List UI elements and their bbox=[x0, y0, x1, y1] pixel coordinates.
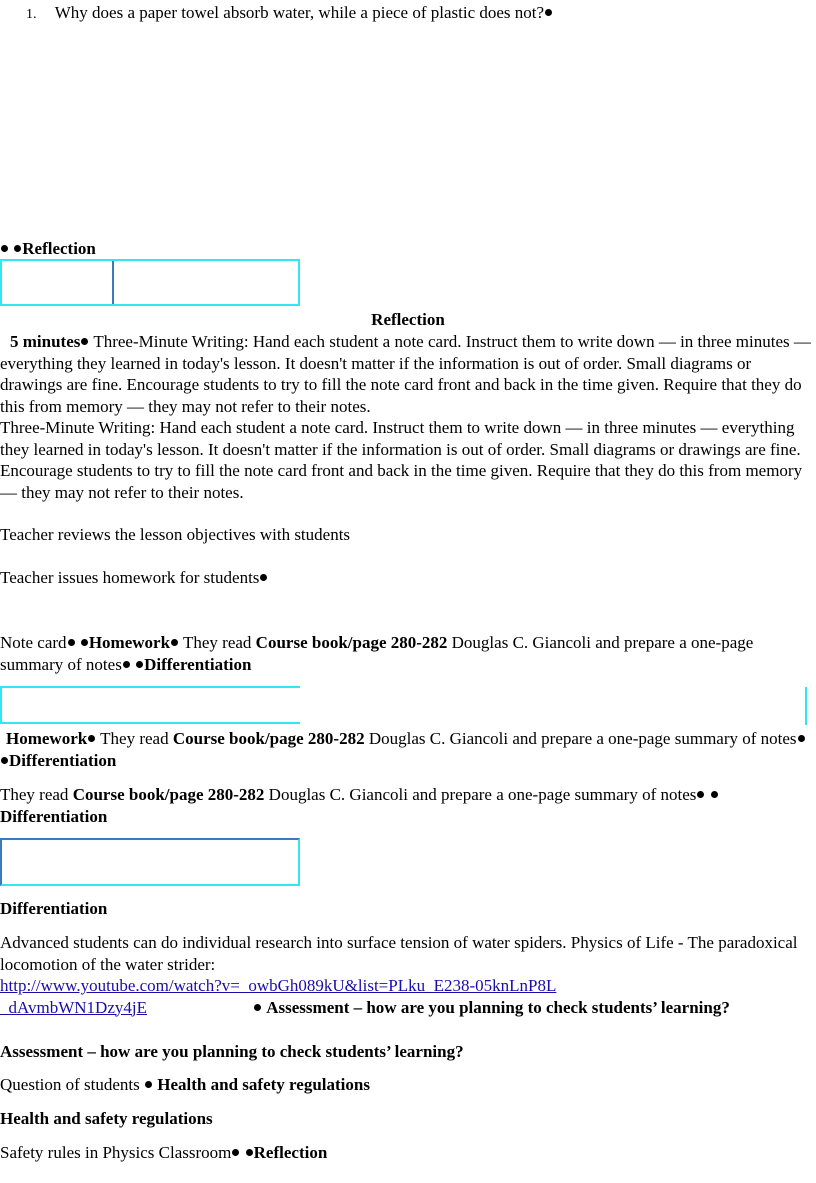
bullet-icon bbox=[68, 639, 75, 646]
advanced-paragraph bbox=[0, 932, 800, 975]
question-1 bbox=[26, 2, 806, 26]
question-text: Why does a paper towel absorb water, while a piece of plastic does not? bbox=[54, 3, 545, 22]
reflection-center-title: Reflection bbox=[371, 310, 445, 329]
author-prepare-text-2: Douglas C. Giancoli and prepare a one-page summary of notes bbox=[368, 729, 797, 748]
homework-label-2: Homework bbox=[6, 729, 88, 748]
differentiation-label-3: Differentiation bbox=[0, 806, 108, 826]
they-read-paragraph bbox=[0, 784, 740, 827]
reflection-tail: Reflection bbox=[253, 1143, 328, 1162]
question-of-students-row bbox=[0, 1074, 370, 1096]
three-minute-writing-text-2: Three-Minute Writing: Hand each student a note card. Instruct them to write down — in three minutes — everything they learned in today's lesson. It doesn't matter if the information is out of order. Small diagrams or drawings are fine. Encourage students to try to fill the note card front and back in the time given. Require that they do this from memory — they may not refer to their notes. bbox=[0, 418, 803, 502]
bullet-icon bbox=[123, 661, 130, 668]
reflection-heading: Reflection bbox=[22, 239, 96, 258]
reflection-time: 5 minutes bbox=[10, 332, 81, 351]
assessment-heading: Assessment – how are you planning to check students’ learning? bbox=[0, 1042, 464, 1061]
bullet-icon bbox=[171, 639, 178, 646]
empty-table-cell-box bbox=[0, 259, 300, 306]
course-book-text-2: Course book/page 280-282 bbox=[172, 729, 365, 748]
question-of-students-text: Question of students bbox=[0, 1075, 140, 1094]
homework-label: Homework bbox=[88, 633, 171, 652]
health-label: Health and safety regulations bbox=[157, 1075, 370, 1094]
author-prepare-text-3: Douglas C. Giancoli and prepare a one-page summary of notes bbox=[268, 785, 697, 804]
author-prepare-text: Douglas C. Giancoli and prepare a one-page summary of notes bbox=[0, 633, 754, 674]
assessment-inline-row bbox=[253, 997, 730, 1019]
reflection-heading-row bbox=[0, 238, 96, 260]
they-read-text: They read bbox=[182, 633, 252, 652]
bullet-icon bbox=[246, 1149, 253, 1156]
bullet-icon bbox=[1, 757, 8, 764]
safety-rules-text: Safety rules in Physics Classroom bbox=[0, 1143, 232, 1162]
bullet-icon bbox=[260, 574, 267, 581]
note-card-paragraph bbox=[0, 632, 806, 675]
differentiation-heading: Differentiation bbox=[0, 899, 108, 918]
bullet-icon bbox=[81, 338, 88, 345]
reflection-paragraph bbox=[0, 331, 812, 417]
video-link[interactable]: http://www.youtube.com/watch?v=_owbGh089kU&list=PLku_E238-05knLnP8L_dAvmbWN1Dzy4jE bbox=[0, 976, 557, 1017]
bullet-icon bbox=[145, 1081, 152, 1088]
bullet-icon bbox=[798, 735, 805, 742]
three-minute-writing-text: Three-Minute Writing: Hand each student a note card. Instruct them to write down — in three minutes — everything they learned in today's lesson. It doesn't matter if the information is out of order. Small diagrams or drawings are fine. Encourage students to try to fill the note card front and back in the time given. Require that they do this from memory — they may not refer to their notes. bbox=[0, 332, 811, 416]
empty-table-cell-box bbox=[0, 686, 300, 724]
homework-paragraph bbox=[0, 728, 814, 771]
table-right-border bbox=[805, 687, 807, 725]
bullet-icon bbox=[88, 735, 95, 742]
health-heading: Health and safety regulations bbox=[0, 1109, 213, 1128]
empty-table-cell-box bbox=[0, 838, 300, 886]
note-card-text: Note card bbox=[0, 633, 67, 652]
they-read-text-3: They read bbox=[0, 785, 69, 804]
bullet-icon bbox=[81, 639, 88, 646]
teacher-issues-row bbox=[0, 567, 268, 589]
bullet-icon bbox=[545, 9, 552, 16]
bullet-icon bbox=[136, 661, 143, 668]
bullet-icon bbox=[254, 1004, 261, 1011]
bullet-icon bbox=[697, 791, 704, 798]
bullet-icon bbox=[1, 245, 8, 252]
question-number: 1. bbox=[26, 7, 37, 22]
course-book-text: Course book/page 280-282 bbox=[255, 633, 448, 652]
teacher-issues-text: Teacher issues homework for students bbox=[0, 568, 260, 587]
bullet-icon bbox=[232, 1149, 239, 1156]
course-book-text-3: Course book/page 280-282 bbox=[72, 785, 265, 804]
bullet-icon bbox=[14, 245, 21, 252]
differentiation-label-2: Differentiation bbox=[9, 750, 117, 770]
differentiation-label: Differentiation bbox=[144, 654, 252, 674]
bullet-icon bbox=[711, 791, 718, 798]
assessment-label: Assessment – how are you planning to check students’ learning? bbox=[266, 998, 730, 1017]
teacher-reviews-text: Teacher reviews the lesson objectives with students bbox=[0, 525, 351, 544]
safety-rules-row bbox=[0, 1142, 327, 1164]
table-divider bbox=[112, 261, 114, 304]
advanced-text: Advanced students can do individual research into surface tension of water spiders. Physics of Life - The paradoxical locomotion of the water strider: bbox=[0, 933, 798, 974]
they-read-text-2: They read bbox=[100, 729, 169, 748]
